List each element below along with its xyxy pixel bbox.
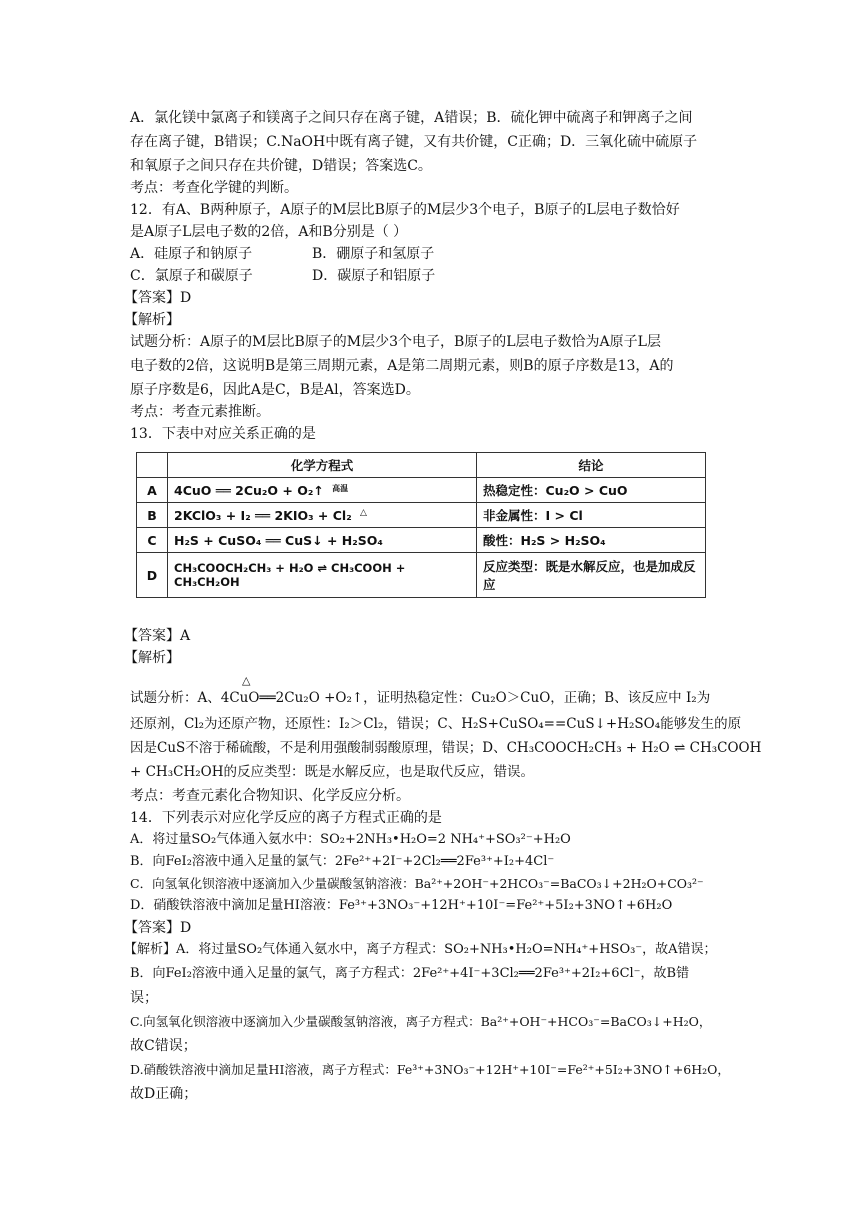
q13-table bbox=[136, 452, 706, 598]
q14-explain-line5: 故C错误； bbox=[130, 1038, 197, 1054]
q14-explain-line2: B．向FeI₂溶液中通入足量的氯气，离子方程式：2Fe²⁺+4I⁻+3Cl₂══2Fe³⁺+2I₂+6Cl⁻，故B错 bbox=[130, 966, 690, 981]
q13-header-equation: 化学方程式 bbox=[168, 453, 477, 478]
q13-knowledge-point: 考点：考查元素化合物知识、化学反应分析。 bbox=[130, 788, 410, 804]
q12-stem-line1: 12．有A、B两种原子，A原子的M层比B原子的M层少3个电子，B原子的L层电子数恰好 bbox=[130, 202, 680, 218]
q14-explain-line7: 故D正确； bbox=[130, 1086, 198, 1102]
row-conclusion: 热稳定性：Cu₂O > CuO bbox=[477, 478, 706, 503]
q14-stem: 14．下列表示对应化学反应的离子方程式正确的是 bbox=[130, 810, 442, 826]
q14-option-b: B．向FeI₂溶液中通入足量的氯气：2Fe²⁺+2I⁻+2Cl₂══2Fe³⁺+I₂+4Cl⁻ bbox=[130, 854, 555, 869]
q13-analysis-heading: 【解析】 bbox=[124, 650, 180, 666]
q14-explain-line3: 误； bbox=[130, 990, 158, 1006]
q11-explain-line1: A．氯化镁中氯离子和镁离子之间只存在离子键，A错误；B．硫化钾中硫离子和钾离子之间 bbox=[130, 110, 693, 126]
row-id: D bbox=[137, 553, 168, 598]
q12-answer: 【答案】D bbox=[124, 290, 192, 306]
q12-option-b: B．硼原子和氢原子 bbox=[312, 246, 435, 262]
table-row bbox=[137, 503, 706, 528]
table-row bbox=[137, 478, 706, 503]
row-conclusion: 反应类型：既是水解反应，也是加成反应 bbox=[477, 553, 706, 598]
row-conclusion: 酸性：H₂S > H₂SO₄ bbox=[477, 528, 706, 553]
q11-explain-line3: 和氧原子之间只存在共价键，D错误；答案选C。 bbox=[130, 158, 432, 174]
q13-analysis-line4: + CH₃CH₂OH的反应类型：既是水解反应，也是取代反应，错误。 bbox=[130, 764, 534, 780]
q14-option-a: A．将过量SO₂气体通入氨水中：SO₂+2NH₃•H₂O=2 NH₄⁺+SO₃²⁻+H₂O bbox=[130, 832, 571, 847]
q14-option-d: D．硝酸铁溶液中滴加足量HI溶液：Fe³⁺+3NO₃⁻+12H⁺+10I⁻=Fe²⁺+5I₂+3NO↑+6H₂O bbox=[130, 898, 673, 913]
q13-header-blank bbox=[137, 453, 168, 478]
q12-analysis-line1: 试题分析：A原子的M层比B原子的M层少3个电子，B原子的L层电子数恰为A原子L层 bbox=[130, 334, 661, 350]
q14-explain-line6: D.硝酸铁溶液中滴加足量HI溶液，离子方程式：Fe³⁺+3NO₃⁻+12H⁺+10I⁻=Fe²⁺+5I₂+3NO↑+6H₂O， bbox=[130, 1062, 730, 1077]
q12-analysis-line2: 电子数的2倍，这说明B是第三周期元素，A是第二周期元素，则B的原子序数是13，A的 bbox=[130, 358, 674, 374]
q13-analysis-line2: 还原剂，Cl₂为还原产物，还原性：I₂＞Cl₂，错误；C、H₂S+CuSO₄==CuS↓+H₂SO₄能够发生的原 bbox=[130, 716, 742, 732]
equation-text: 4CuO ══ 2Cu₂O + O₂↑ bbox=[174, 482, 324, 498]
q14-option-c: C．向氢氧化钡溶液中逐滴加入少量碳酸氢钠溶液：Ba²⁺+2OH⁻+2HCO₃⁻=BaCO₃↓+2H₂O+CO₃²⁻ bbox=[130, 876, 704, 891]
q14-answer: 【答案】D bbox=[124, 920, 192, 936]
reaction-condition: △ bbox=[360, 507, 367, 518]
row-id: A bbox=[137, 478, 168, 503]
row-conclusion: 非金属性：I > Cl bbox=[477, 503, 706, 528]
q12-analysis-line3: 原子序数是6，因此A是C，B是Al，答案选D。 bbox=[130, 382, 420, 398]
row-equation bbox=[168, 503, 477, 528]
row-id: C bbox=[137, 528, 168, 553]
q12-stem-line2: 是A原子L层电子数的2倍，A和B分别是（ ） bbox=[130, 224, 408, 240]
q11-knowledge-point: 考点：考查化学键的判断。 bbox=[130, 180, 298, 196]
q14-explain-line4: C.向氢氧化钡溶液中逐滴加入少量碳酸氢钠溶液，离子方程式：Ba²⁺+OH⁻+HCO₃⁻=BaCO₃↓+H₂O， bbox=[130, 1014, 712, 1029]
row-equation: H₂S + CuSO₄ ══ CuS↓ + H₂SO₄ bbox=[168, 528, 477, 553]
q12-option-c: C．氯原子和碳原子 bbox=[130, 268, 253, 284]
q11-explain-line2: 存在离子键，B错误；C.NaOH中既有离子键，又有共价键，C正确；D．三氧化硫中硫原子 bbox=[130, 134, 698, 150]
q12-knowledge-point: 考点：考查元素推断。 bbox=[130, 404, 270, 420]
q13-analysis-line3: 因是CuS不溶于稀硫酸，不是利用强酸制弱酸原理，错误；D、CH₃COOCH₂CH₃ + H₂O ⇌ CH₃COOH bbox=[130, 740, 762, 756]
q13-answer: 【答案】A bbox=[124, 628, 191, 644]
q13-header-conclusion: 结论 bbox=[477, 453, 706, 478]
q12-option-d: D．碳原子和铝原子 bbox=[312, 268, 436, 284]
q13-analysis-line1: 试题分析：A、4CuO══2Cu₂O +O₂↑，证明热稳定性：Cu₂O＞CuO，正确；B、该反应中 I₂为 bbox=[130, 690, 711, 706]
table-row bbox=[137, 553, 706, 598]
q14-explain-line1: 【解析】A．将过量SO₂气体通入氨水中，离子方程式：SO₂+NH₃•H₂O=NH₄⁺+HSO₃⁻，故A错误； bbox=[124, 942, 717, 957]
equation-text: 2KClO₃ + I₂ ══ 2KIO₃ + Cl₂ bbox=[174, 507, 352, 523]
row-equation: CH₃COOCH₂CH₃ + H₂O ⇌ CH₃COOH + CH₃CH₂OH bbox=[168, 553, 477, 598]
heat-condition-icon: △ bbox=[242, 674, 251, 687]
q12-option-a: A．硅原子和钠原子 bbox=[130, 246, 253, 262]
row-equation bbox=[168, 478, 477, 503]
table-row bbox=[137, 528, 706, 553]
q13-table-header bbox=[137, 453, 706, 478]
row-id: B bbox=[137, 503, 168, 528]
q13-stem: 13．下表中对应关系正确的是 bbox=[130, 426, 316, 442]
reaction-condition: 高温 bbox=[332, 483, 349, 493]
q12-analysis-heading: 【解析】 bbox=[124, 312, 180, 328]
